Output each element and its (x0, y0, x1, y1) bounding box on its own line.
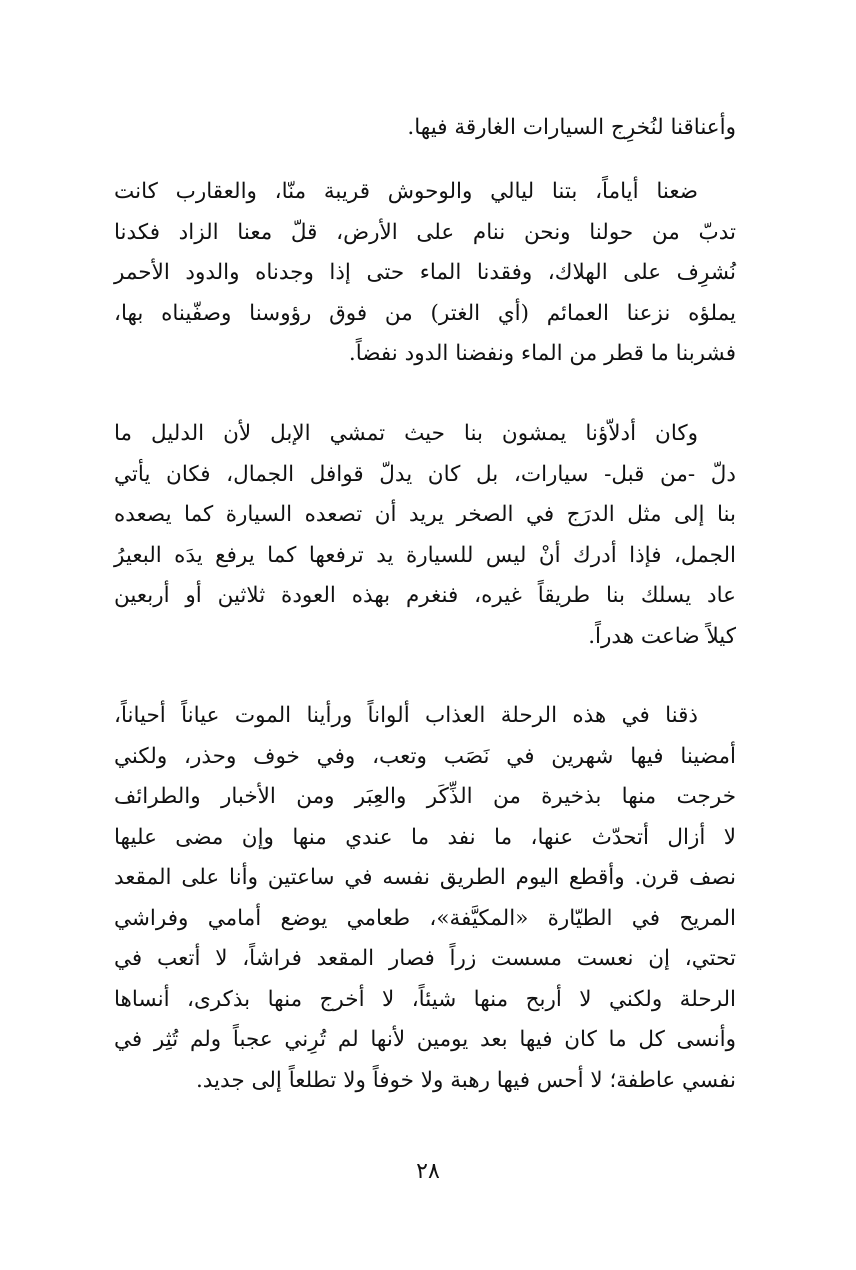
text-line: وكان أدلاّؤنا يمشون بنا حيث تمشي الإبل لأن الدليل ما (114, 421, 698, 446)
text-line: أمضينا فيها شهرين في نَصَب وتعب، وفي خوف وحذر، ولكني (114, 743, 736, 769)
text-line: نُشرِف على الهلاك، وفقدنا الماء حتى إذا وجدناه والدود الأحمر (114, 260, 736, 285)
text-line: دلّ -من قبل- سيارات، بل كان يدلّ قوافل الجمال، فكان يأتي (114, 461, 736, 487)
text-line: فشربنا ما قطر من الماء ونفضنا الدود نفضاً. (348, 341, 736, 366)
paragraph-2 (114, 172, 736, 375)
text-line: يملؤه نزعنا العمائم (أي الغتر) من فوق رؤوسنا وصفّيناه بها، (114, 300, 736, 326)
text-line: ضعنا أياماً، بتنا ليالي والوحوش قريبة منّا، والعقارب كانت (114, 179, 698, 204)
text-line: وأنسى كل ما كان فيها بعد يومين لأنها لم تُرِني عجباً ولم تُثِر في (114, 1027, 736, 1052)
text-line: نفسي عاطفة؛ لا أحس فيها رهبة ولا خوفاً ولا تطلعاً إلى جديد. (195, 1067, 736, 1093)
text-line: الجمل، فإذا أدرك أنْ ليس للسيارة يد ترفعها كما يرفع يدَه البعيرُ (114, 542, 736, 568)
page-number: ٢٨ (416, 1159, 440, 1184)
text-line: تدبّ من حولنا ونحن ننام على الأرض، قلّ معنا الزاد فكدنا (114, 219, 736, 245)
text-line: الرحلة ولكني لا أربح منها شيئاً، لا أخرج منها بذكرى، أنساها (114, 986, 736, 1012)
text-line: المريح في الطيّارة «المكيَّفة»، طعامي يوضع أمامي وفراشي (114, 905, 736, 931)
text-line: تحتي، إن نعست مسست زراً فصار المقعد فراشاً، لا أتعب في (114, 946, 736, 971)
text-line: عاد يسلك بنا طريقاً غيره، فنغرم بهذه العودة ثلاثين أو أربعين (114, 583, 736, 608)
text-line: نصف قرن. وأقطع اليوم الطريق نفسه في ساعتين وأنا على المقعد (114, 865, 736, 890)
text-line: كيلاً ضاعت هدراً. (588, 623, 736, 649)
paragraph-4 (114, 696, 736, 1101)
text-line: خرجت منها بذخيرة من الذِّكَر والعِبَر ومن الأخبار والطرائف (114, 784, 736, 809)
text-line: ذقنا في هذه الرحلة العذاب ألواناً ورأينا الموت عياناً أحياناً، (114, 703, 698, 728)
text-line: لا أزال أتحدّث عنها، ما نفد ما عندي منها وإن مضى عليها (114, 824, 736, 850)
text-line: وأعناقنا لنُخرِج السيارات الغارقة فيها. (407, 115, 736, 140)
paragraph-1 (114, 108, 736, 149)
paragraph-3 (114, 414, 736, 657)
text-line: بنا إلى مثل الدرَج في الصخر يريد أن تصعده السيارة كما يصعده (114, 502, 736, 527)
